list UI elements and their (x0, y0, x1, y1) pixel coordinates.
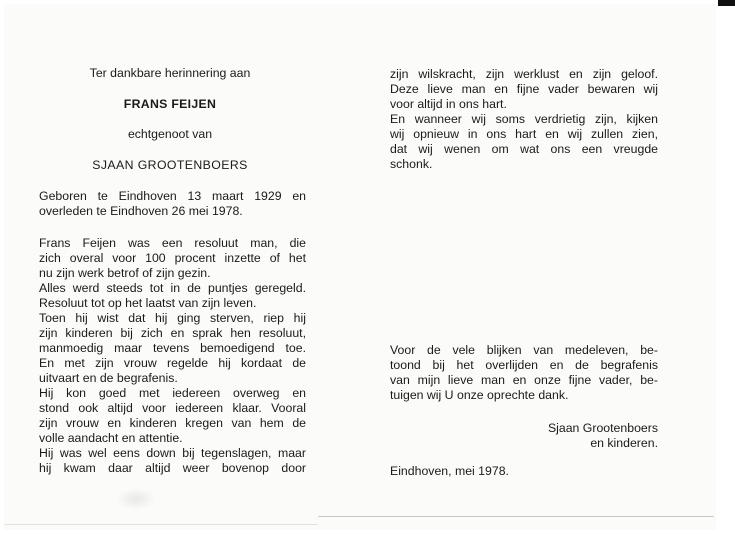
place-date: Eindhoven, mei 1978. (390, 464, 509, 478)
text-line: Geboren te Eindhoven 13 maart 1929 en (39, 189, 306, 203)
spouse-name: SJAAN GROOTENBOERS (92, 158, 248, 172)
intro-line: Ter dankbare herinnering aan (89, 66, 251, 80)
text-line: wij opnieuw in ons hart en wij zullen zien, (390, 127, 658, 141)
biography-paragraph (39, 236, 306, 476)
text-line: Resoluut tot op het laatst van zijn leven. (39, 296, 257, 310)
text-line: uitvaart en de begrafenis. (39, 371, 178, 385)
text-line: Hij was wel eens down bij tegenslagen, maar (39, 446, 306, 460)
text-line: voor altijd in ons hart. (390, 97, 507, 111)
text-line: Deze lieve man en fijne vader bewaren wij (390, 82, 658, 96)
text-line: toond bij het overlijden en de begrafenis (390, 358, 658, 372)
text-line: manmoedig maar tevens bemoedigend toe. (39, 341, 306, 355)
fold-edge (318, 516, 714, 517)
signature-name: Sjaan Grootenboers (547, 421, 658, 435)
deceased-name: FRANS FEIJEN (123, 97, 217, 111)
text-line: Voor de vele blijken van medeleven, be- (390, 343, 658, 357)
fold-edge-left (4, 524, 318, 525)
thanks-paragraph (390, 343, 658, 403)
text-line: overleden te Eindhoven 26 mei 1978. (39, 204, 243, 218)
text-line: nu zijn werk betrof of zijn gezin. (39, 266, 211, 280)
text-line: zich overal voor 100 procent inzette of het (39, 251, 306, 265)
text-line: zijn wilskracht, zijn werklust en zijn geloof. (390, 67, 658, 81)
text-line: volle aandacht en attentie. (39, 431, 183, 445)
text-line: En wanneer wij soms verdrietig zijn, kijken (390, 112, 658, 126)
text-line: dat wij wenen om wat ons een vreugde (390, 142, 658, 156)
continued-paragraph (390, 67, 658, 172)
text-line: En met zijn vrouw regelde hij kordaat de (39, 356, 306, 370)
text-line: zijn vrouw en kinderen kregen van hem de (39, 416, 306, 430)
paper-smudge (116, 488, 156, 510)
text-line: van mijn lieve man en onze fijne vader, be- (390, 373, 658, 387)
birth-death-paragraph (39, 189, 306, 219)
signature-family: en kinderen. (590, 436, 658, 450)
signature-block (470, 421, 658, 451)
text-line: hij kwam daar altijd weer bovenop door (39, 461, 306, 475)
text-line: Hij kon goed met iedereen overweg en (39, 386, 306, 400)
corner-mark (718, 0, 735, 6)
spouse-of-line: echtgenoot van (127, 127, 213, 141)
text-line: tuigen wij U onze oprechte dank. (390, 388, 569, 402)
text-line: schonk. (390, 157, 433, 171)
text-line: Frans Feijen was een resoluut man, die (39, 236, 306, 250)
text-line: stond ook altijd voor iedereen klaar. Vooral (39, 401, 306, 415)
text-line: Toen hij wist dat hij ging sterven, riep hij (39, 311, 306, 325)
text-line: Alles werd steeds tot in de puntjes geregeld. (39, 281, 306, 295)
text-line: zijn kinderen bij zich en sprak hen resoluut, (39, 326, 306, 340)
